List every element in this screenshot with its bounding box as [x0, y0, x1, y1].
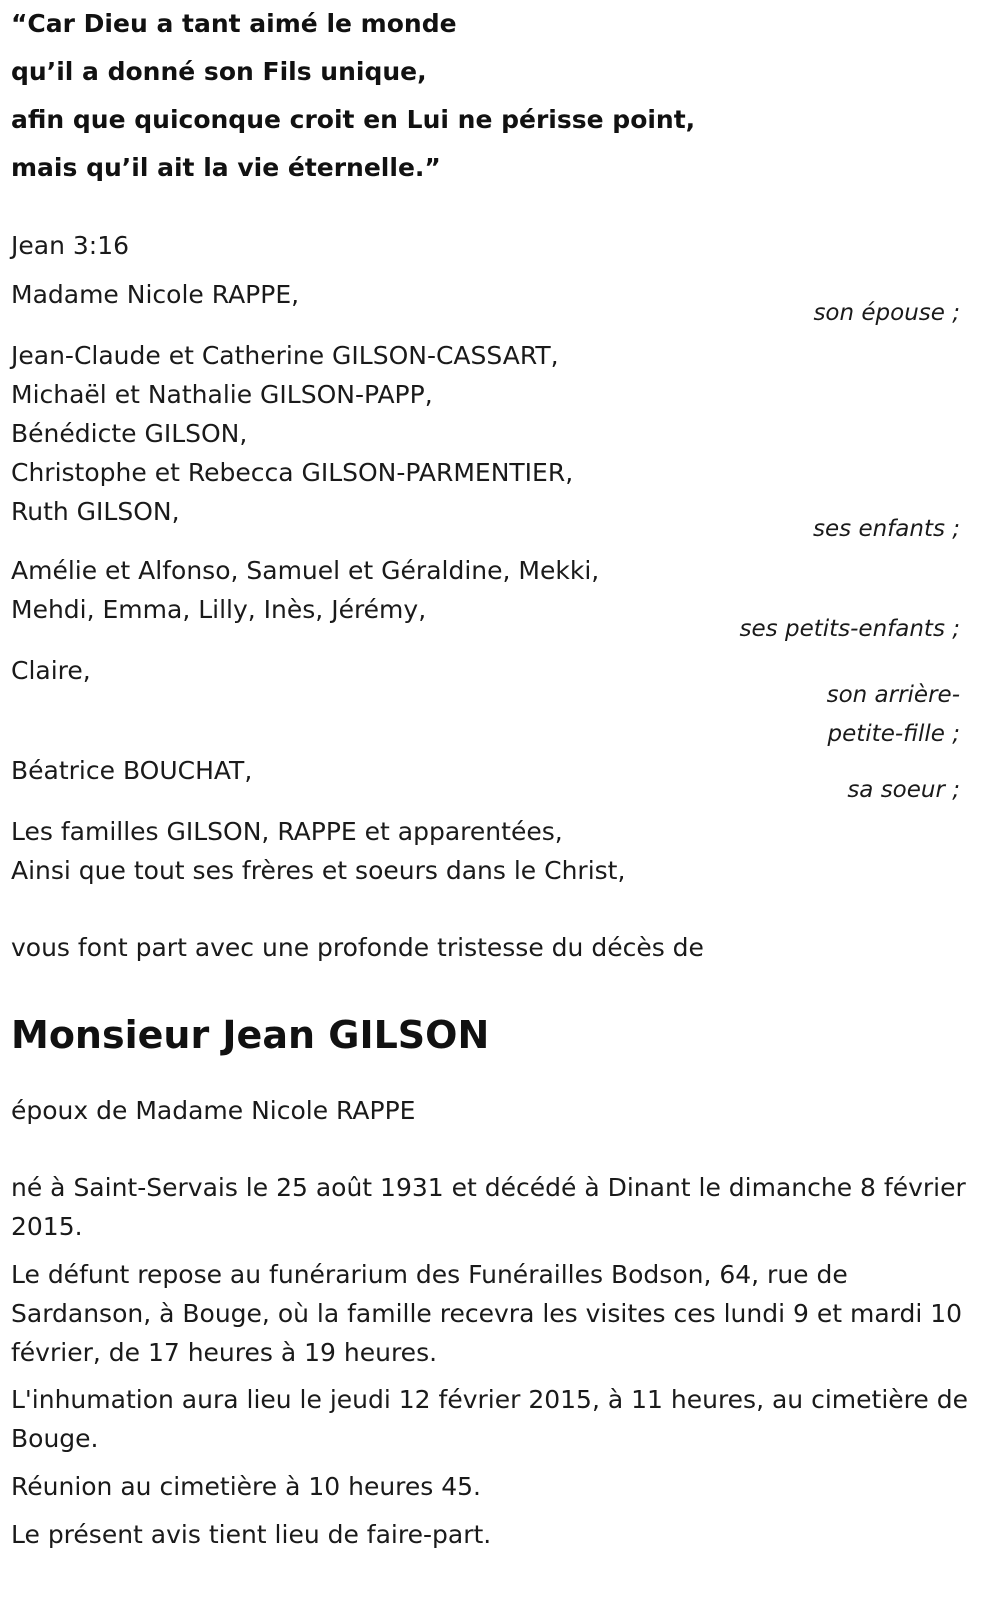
quote-line: mais qu’il ait la vie éternelle.”: [11, 153, 441, 182]
spouse-role: son épouse ;: [813, 300, 960, 326]
other-families: [11, 812, 625, 890]
deceased-name: Monsieur Jean GILSON: [11, 1013, 490, 1057]
sister-role: sa soeur ;: [847, 777, 960, 803]
grandchildren-role: ses petits-enfants ;: [739, 616, 960, 642]
funerarium-details: Le défunt repose au funérarium des Funérailles Bodson, 64, rue de Sardanson, à Bouge, où la famille recevra les visites ces lundi 9 et mardi 10 février, de 17 heures à 19 heures.: [11, 1260, 963, 1367]
sister-name: Béatrice BOUCHAT,: [11, 756, 253, 785]
child-name: Christophe et Rebecca GILSON-PARMENTIER,: [11, 458, 574, 487]
grandchildren-line: Amélie et Alfonso, Samuel et Géraldine, Mekki,: [11, 556, 600, 585]
quote-reference: Jean 3:16: [11, 231, 130, 260]
quote-line: afin que quiconque croit en Lui ne périsse point,: [11, 105, 696, 134]
child-name: Bénédicte GILSON,: [11, 419, 248, 448]
great-grandchild-role-line: son arrière-: [826, 682, 960, 708]
burial-details: L'inhumation aura lieu le jeudi 12 février 2015, à 11 heures, au cimetière de Bouge.: [11, 1385, 968, 1453]
other-families-line: Les familles GILSON, RAPPE et apparentées,: [11, 817, 563, 846]
other-families-line: Ainsi que tout ses frères et soeurs dans le Christ,: [11, 856, 626, 885]
children-list: [11, 336, 573, 531]
quote-line: “Car Dieu a tant aimé le monde: [11, 9, 457, 38]
announcement: vous font part avec une profonde tristesse du décès de: [11, 933, 704, 962]
notice-line: Le présent avis tient lieu de faire-part.: [11, 1520, 492, 1549]
quote-line: qu’il a donné son Fils unique,: [11, 57, 427, 86]
child-name: Michaël et Nathalie GILSON-PAPP,: [11, 380, 433, 409]
great-grandchild-role: [827, 676, 960, 754]
child-name: Jean-Claude et Catherine GILSON-CASSART,: [11, 341, 559, 370]
spouse-line: époux de Madame Nicole RAPPE: [11, 1096, 416, 1125]
grandchildren-list: [11, 551, 599, 629]
grandchildren-line: Mehdi, Emma, Lilly, Inès, Jérémy,: [11, 595, 427, 624]
birth-death-details: né à Saint-Servais le 25 août 1931 et décédé à Dinant le dimanche 8 février 2015.: [11, 1173, 966, 1241]
children-role: ses enfants ;: [813, 516, 960, 542]
spouse-name: Madame Nicole RAPPE,: [11, 280, 300, 309]
meeting-details: Réunion au cimetière à 10 heures 45.: [11, 1472, 482, 1501]
great-grandchild-role-line: petite-fille ;: [827, 721, 960, 747]
great-grandchild-name: Claire,: [11, 656, 91, 685]
child-name: Ruth GILSON,: [11, 497, 180, 526]
bible-quote: [11, 0, 695, 192]
